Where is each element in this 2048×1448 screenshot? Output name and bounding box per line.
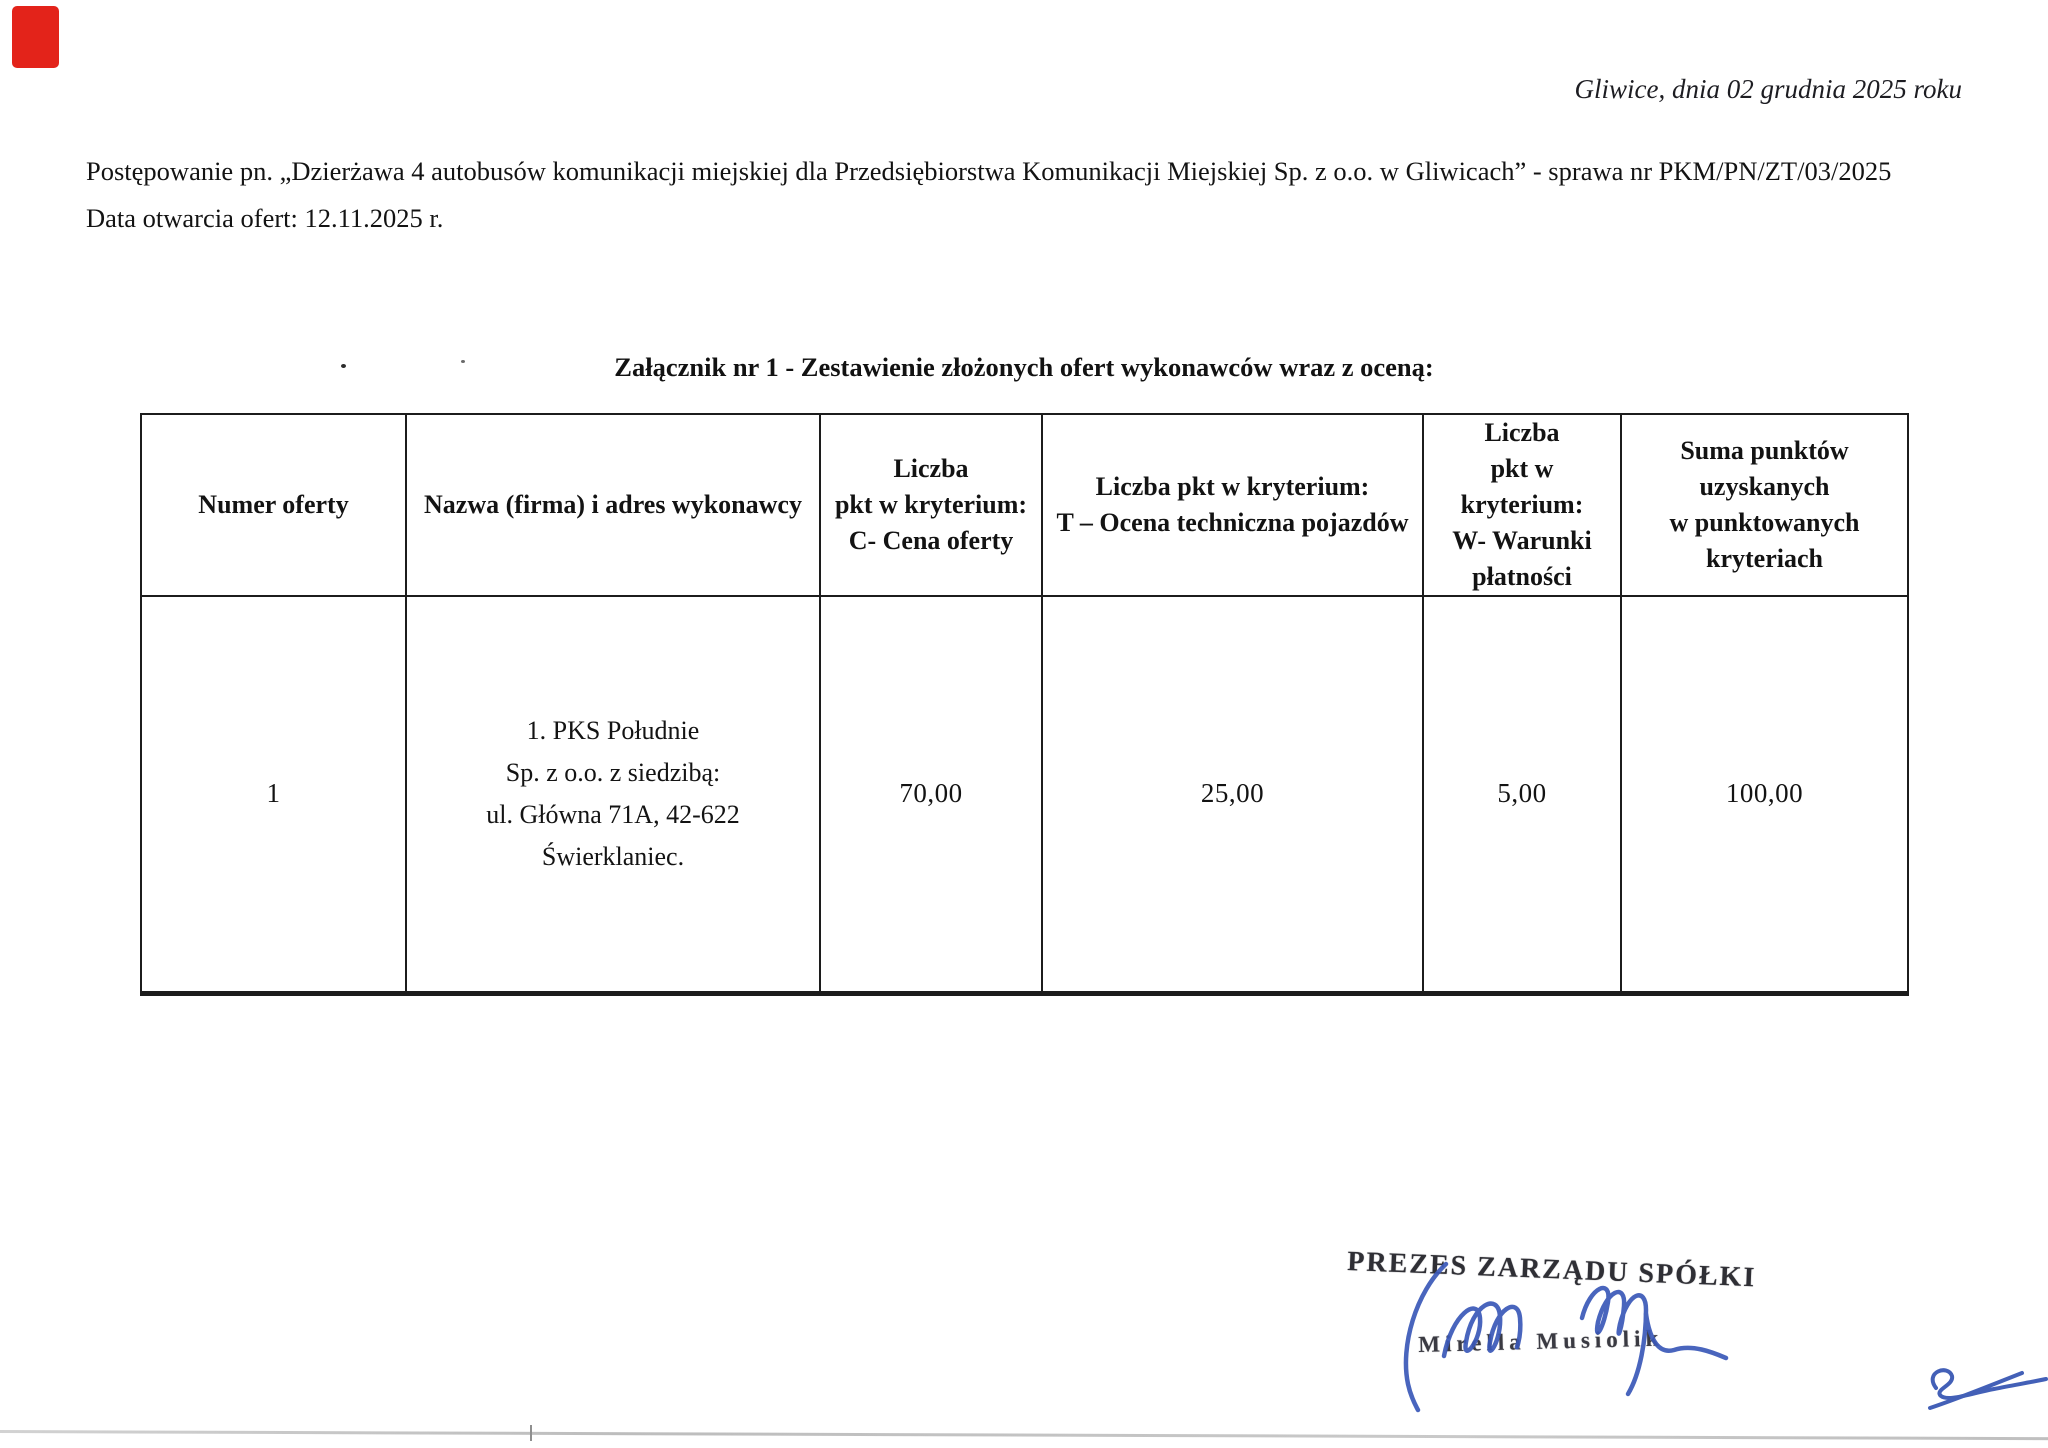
contractor-name-line: 1. PKS Południe [526,715,700,745]
offers-table [140,413,1909,996]
signature-stroke [1444,1304,1520,1356]
signature-scribble [1386,1256,1732,1414]
contractor-address-line: ul. Główna 71A, 42-622 Świerklaniec. [486,799,740,871]
cell-suma-punktow [1621,596,1908,993]
intro-line-2: Data otwarcia ofert: 12.11.2025 r. [86,203,444,233]
header-line: kryteriach [1706,544,1823,573]
scan-dot [341,364,346,368]
offer-number: 1 [266,778,281,809]
header-line: uzyskanych [1699,472,1830,501]
table-row [141,596,1908,993]
table-header-row [141,414,1908,596]
header-line: Liczba pkt w kryterium: [1095,472,1370,501]
points-value: 70,00 [899,778,963,809]
header-line: Liczba [1484,418,1560,447]
date-line: Gliwice, dnia 02 grudnia 2025 roku [1574,74,1962,104]
signature-stroke [1646,1314,1726,1358]
contractor-name-line: Sp. z o.o. z siedzibą: [505,757,721,787]
signature-stroke [1582,1288,1646,1394]
header-line: T – Ocena techniczna pojazdów [1056,508,1409,537]
cell-nazwa-adres [406,596,820,993]
cell-pkt-ocena-techniczna [1042,596,1423,993]
cell-numer-oferty [141,596,406,993]
header-line: pkt w kryterium: [834,490,1028,519]
red-corner-mark [12,6,59,68]
header-line: C- Cena oferty [848,526,1014,555]
cell-pkt-cena [820,596,1042,993]
intro-paragraph [86,148,1891,242]
header-pkt-cena [820,414,1042,596]
attachment-title: Załącznik nr 1 - Zestawienie złożonych ofert wykonawców wraz z oceną: [614,352,1434,382]
header-line: Nazwa (firma) i adres wykonawcy [424,490,802,519]
points-value: 5,00 [1497,778,1547,809]
cell-pkt-warunki-platnosci [1423,596,1621,993]
intro-line-1: Postępowanie pn. „Dzierżawa 4 autobusów komunikacji miejskiej dla Przedsiębiorstwa Komunikacji Miejskiej Sp. z o.o. w Gliwicach” - sprawa nr PKM/PN/ZT/03/2025 [86,156,1892,186]
paraph-stroke [1930,1373,2022,1408]
header-line: Numer oferty [198,490,349,519]
header-pkt-ocena-techniczna [1042,414,1423,596]
bottom-scan-line [0,1430,2048,1440]
stamp-title: PREZES ZARZĄDU SPÓŁKI [1346,1246,1757,1294]
paraph-scribble [1906,1360,2048,1412]
header-pkt-warunki-platnosci [1423,414,1621,596]
scan-tick [530,1425,532,1441]
header-numer-oferty [141,414,406,596]
header-line: Suma punktów [1680,436,1849,465]
header-line: W- Warunki [1452,526,1592,555]
stamped-signer-name: Mirella Musiolik [1418,1325,1664,1357]
points-value: 25,00 [1200,778,1265,809]
scan-dot [461,360,465,363]
header-line: płatności [1472,562,1572,591]
header-nazwa-adres [406,414,820,596]
header-line: pkt w kryterium: [1460,454,1584,519]
signature-stroke [1406,1264,1446,1410]
header-line: Liczba [893,454,969,483]
header-suma-punktow [1621,414,1908,596]
points-value: 100,00 [1725,778,1804,809]
header-line: w punktowanych [1669,508,1860,537]
